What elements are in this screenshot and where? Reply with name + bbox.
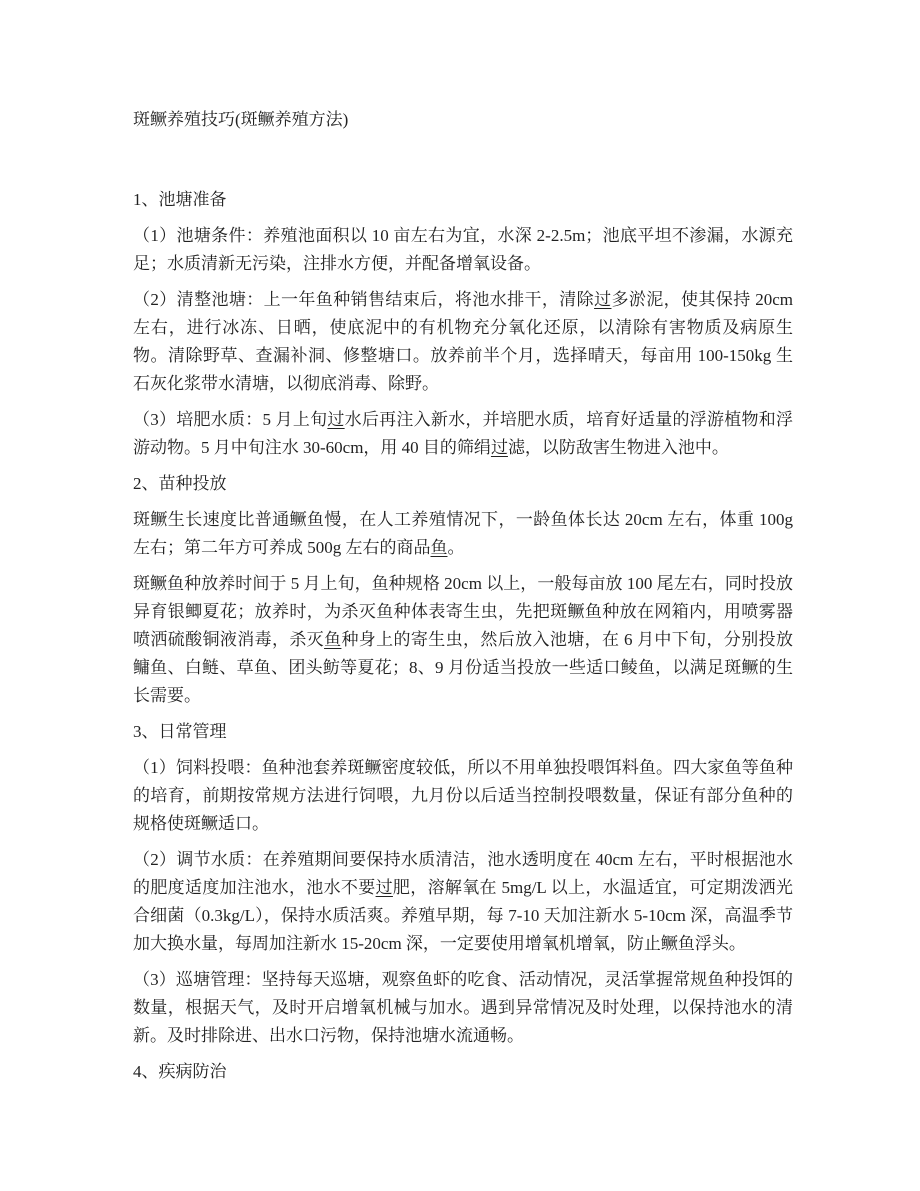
text-run: 4、疾病防治 bbox=[133, 1062, 227, 1081]
underlined-text-run: 鱼 bbox=[430, 538, 448, 557]
text-run: 1、池塘准备 bbox=[133, 190, 227, 209]
text-run: 2、苗种投放 bbox=[133, 474, 227, 493]
text-run: （2）调节水质：在养殖期间要保持水质清洁，池水透明度在 40cm 左右，平时根据池水的肥度适度加注池水，池水不要 bbox=[133, 850, 793, 897]
text-run: （1）饲料投喂：鱼种池套养斑鳜密度较低，所以不用单独投喂饵料鱼。四大家鱼等鱼种的培育，前期按常规方法进行饲喂，九月份以后适当控制投喂数量，保证有部分鱼种的规格使斑鳜适口。 bbox=[133, 758, 793, 833]
text-run: 滤，以防敌害生物进入池中。 bbox=[507, 438, 729, 457]
text-run: 。 bbox=[447, 538, 465, 557]
underlined-text-run: 过 bbox=[327, 410, 345, 429]
paragraph bbox=[133, 286, 793, 398]
document-body bbox=[133, 186, 793, 1086]
underlined-text-run: 过 bbox=[594, 290, 612, 309]
text-run: 斑鳜生长速度比普通鳜鱼慢，在人工养殖情况下，一龄鱼体长达 20cm 左右，体重 100g 左右；第二年方可养成 500g 左右的商品 bbox=[133, 510, 793, 557]
text-run: （2）清整池塘：上一年鱼种销售结束后，将池水排干，清除 bbox=[133, 290, 595, 309]
text-run: 斑鳜鱼种放养时间于 5 月上旬，鱼种规格 20cm 以上，一般每亩放 100 尾左右，同时投放异育银鲫夏花；放养时，为杀灭鱼种体表寄生虫，先把斑鳜鱼种放在网箱内，用喷雾器喷洒硫酸铜液消毒，杀灭 bbox=[133, 574, 793, 649]
underlined-text-run: 过 bbox=[490, 438, 508, 457]
paragraph bbox=[133, 506, 793, 562]
paragraph bbox=[133, 754, 793, 838]
section-heading bbox=[133, 186, 793, 214]
underlined-text-run: 过 bbox=[375, 878, 393, 897]
text-run: 水后再注入新水，并培肥水质，培育好适量的浮游植物和浮游动物。5 月中旬注水 30-60cm，用 40 目的筛绢 bbox=[133, 410, 794, 457]
text-run: （3）培肥水质：5 月上旬 bbox=[133, 410, 328, 429]
paragraph bbox=[133, 222, 793, 278]
paragraph bbox=[133, 966, 793, 1050]
text-run: （3）巡塘管理：坚持每天巡塘，观察鱼虾的吃食、活动情况，灵活掌握常规鱼种投饵的数量，根据天气，及时开启增氧机械与加水。遇到异常情况及时处理，以保持池水的清新。及时排除进、出水口污物，保持池塘水流通畅。 bbox=[133, 970, 793, 1045]
paragraph bbox=[133, 846, 793, 958]
paragraph bbox=[133, 570, 793, 710]
text-run: 种身上的寄生虫，然后放入池塘，在 6 月中下旬，分别投放鳙鱼、白鲢、草鱼、团头鲂等夏花；8、9 月份适当投放一些适口鲮鱼，以满足斑鳜的生长需要。 bbox=[133, 630, 794, 705]
text-run: （1）池塘条件：养殖池面积以 10 亩左右为宜，水深 2-2.5m；池底平坦不渗漏，水源充足；水质清新无污染，注排水方便，并配备增氧设备。 bbox=[133, 226, 793, 273]
paragraph bbox=[133, 406, 793, 462]
text-run: 肥，溶解氧在 5mg/L 以上，水温适宜，可定期泼洒光合细菌（0.3kg/L），保持水质活爽。养殖早期，每 7-10 天加注新水 5-10cm 深，高温季节加大换水量，每周加注新水 15-20cm 深，一定要使用增氧机增氧，防止鳜鱼浮头。 bbox=[133, 878, 794, 953]
text-run: 多淤泥，使其保持 20cm 左右，进行冰冻、日晒，使底泥中的有机物充分氧化还原，以清除有害物质及病原生物。清除野草、查漏补洞、修整塘口。放养前半个月，选择晴天，每亩用 100-150kg 生石灰化浆带水清塘，以彻底消毒、除野。 bbox=[133, 290, 794, 393]
section-heading bbox=[133, 470, 793, 498]
document-title: 斑鳜养殖技巧(斑鳜养殖方法) bbox=[133, 110, 349, 129]
text-run: 3、日常管理 bbox=[133, 722, 227, 741]
section-heading bbox=[133, 718, 793, 746]
underlined-text-run: 鱼 bbox=[324, 630, 342, 649]
section-heading bbox=[133, 1058, 793, 1086]
